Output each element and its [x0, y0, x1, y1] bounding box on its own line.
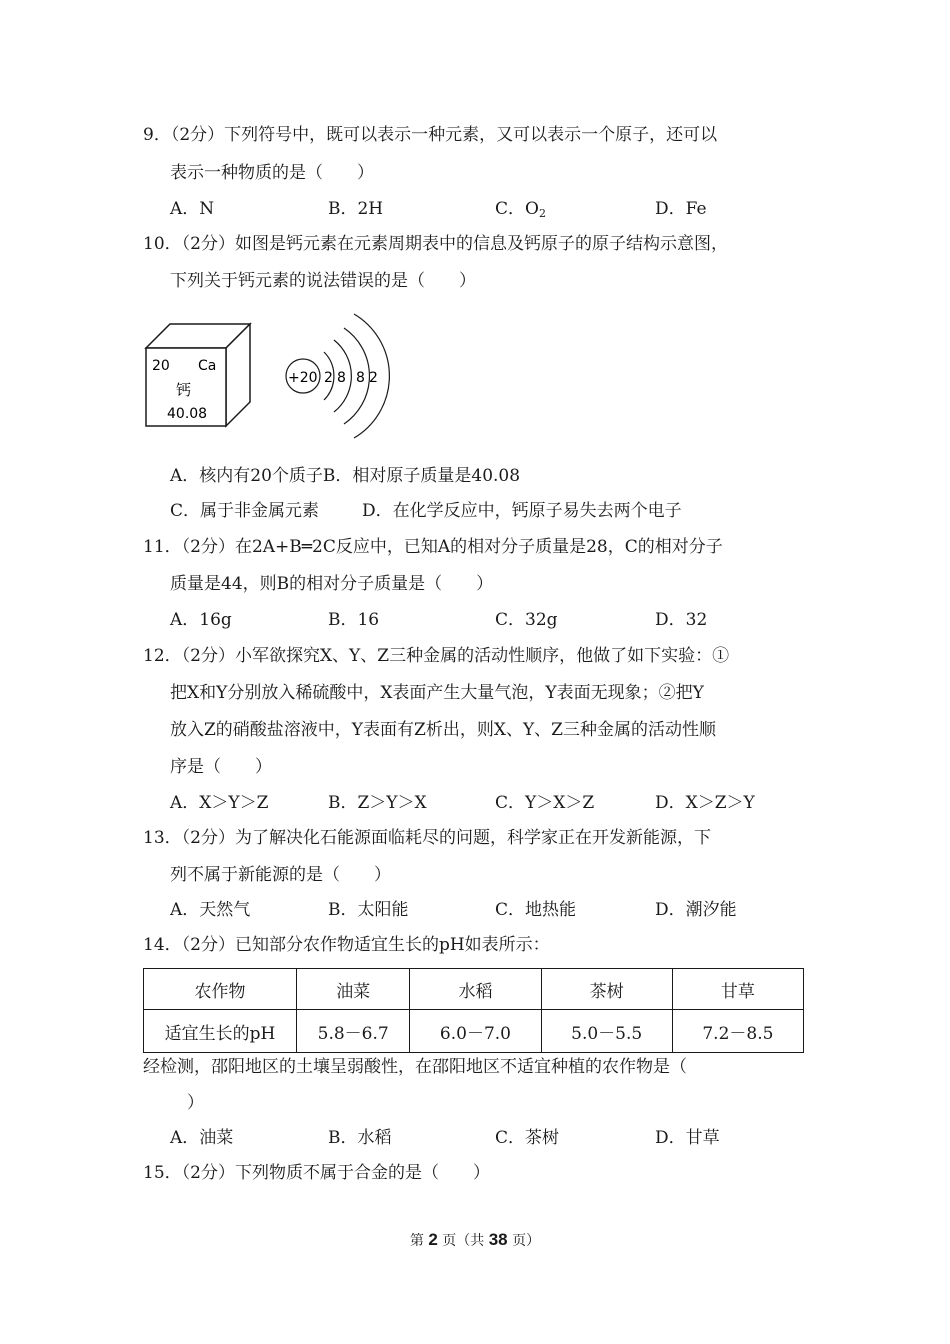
q11-option-a: A．16g: [170, 610, 232, 630]
page-footer: [0, 1230, 950, 1251]
q13-option-b: B．太阳能: [328, 900, 409, 920]
table-cell: 5.8－6.7: [297, 1010, 410, 1053]
q12-stem-line3: 放入Z的硝酸盐溶液中，Y表面有Z析出，则X、Y、Z三种金属的活动性顺: [170, 720, 716, 740]
atom-shell-3: 8: [356, 370, 365, 386]
table-header-cell: 茶树: [541, 969, 672, 1010]
element-name: 钙: [176, 381, 192, 399]
q10-option-c: C．属于非金属元素: [170, 501, 320, 521]
table-header-cell: 水稻: [410, 969, 541, 1010]
q10-stem-line1: 10．（2分）如图是钙元素在元素周期表中的信息及钙原子的原子结构示意图，: [143, 234, 728, 254]
table-cell: 6.0－7.0: [410, 1010, 541, 1053]
footer-page-number: 2: [428, 1230, 438, 1249]
element-atomic-mass: 40.08: [167, 406, 208, 422]
q9-option-d: D．Fe: [655, 199, 707, 219]
q12-option-d: D．X＞Z＞Y: [655, 793, 755, 813]
atom-shell-4: 2: [369, 370, 378, 386]
table-header-cell: 农作物: [144, 969, 297, 1010]
q13-option-c: C．地热能: [495, 900, 577, 920]
q10-stem-line2: 下列关于钙元素的说法错误的是（ ）: [170, 271, 476, 291]
q12-option-b: B．Z＞Y＞X: [328, 793, 427, 813]
table-header-cell: 甘草: [672, 969, 803, 1010]
q9-option-c-subscript: 2: [538, 207, 546, 220]
q12-stem-line1: 12．（2分）小军欲探究X、Y、Z三种金属的活动性顺序，他做了如下实验：①: [143, 646, 730, 666]
q15-stem-line1: 15．（2分）下列物质不属于合金的是（ ）: [143, 1163, 490, 1183]
table-header-cell: 油菜: [297, 969, 410, 1010]
calcium-atom-structure-diagram: [280, 302, 390, 452]
footer-prefix: 第: [409, 1233, 424, 1249]
table-row: [144, 1010, 804, 1053]
q12-stem-line2: 把X和Y分别放入稀硫酸中，X表面产生大量气泡，Y表面无现象；②把Y: [170, 683, 704, 703]
atom-shell-2: 8: [337, 370, 346, 386]
table-cell: 5.0－5.5: [541, 1010, 672, 1053]
q11-stem-line2: 质量是44，则B的相对分子质量是（ ）: [170, 574, 494, 594]
q12-option-a: A．X＞Y＞Z: [170, 793, 269, 813]
q14-option-c: C．茶树: [495, 1128, 560, 1148]
calcium-element-cell: [140, 318, 255, 428]
ph-table: [143, 968, 804, 1053]
q14-option-d: D．甘草: [655, 1128, 720, 1148]
q10-option-d: D．在化学反应中，钙原子易失去两个电子: [362, 501, 682, 521]
q12-option-c: C．Y＞X＞Z: [495, 793, 595, 813]
q11-option-d: D．32: [655, 610, 708, 630]
atom-nucleus-charge: +20: [288, 370, 318, 386]
element-symbol: Ca: [198, 358, 217, 374]
q14-stem-line2: 经检测，邵阳地区的土壤呈弱酸性，在邵阳地区不适宜种植的农作物是（: [143, 1057, 687, 1077]
q14-option-a: A．油菜: [170, 1128, 234, 1148]
q9-stem-line1: 9．（2分）下列符号中，既可以表示一种元素，又可以表示一个原子，还可以: [143, 125, 718, 145]
element-atomic-number: 20: [152, 358, 170, 374]
footer-middle: 页（共: [442, 1233, 485, 1249]
q9-option-c: [495, 198, 546, 225]
q12-stem-line4: 序是（ ）: [170, 757, 272, 777]
q9-option-c-text: C．O: [495, 199, 539, 219]
q13-stem-line1: 13．（2分）为了解决化石能源面临耗尽的问题，科学家正在开发新能源，下: [143, 828, 711, 848]
footer-suffix: 页）: [512, 1233, 541, 1249]
q13-stem-line2: 列不属于新能源的是（ ）: [170, 865, 391, 885]
q13-option-d: D．潮汐能: [655, 900, 737, 920]
q9-stem-line2: 表示一种物质的是（ ）: [170, 163, 374, 183]
q14-option-b: B．水稻: [328, 1128, 392, 1148]
atom-shell-1: 2: [324, 370, 333, 386]
q11-option-b: B．16: [328, 610, 380, 630]
q14-stem-line1: 14．（2分）已知部分农作物适宜生长的pH如表所示：: [143, 935, 550, 955]
footer-total-pages: 38: [488, 1230, 508, 1249]
q11-stem-line1: 11．（2分）在2A+B═2C反应中，已知A的相对分子质量是28，C的相对分子: [143, 537, 723, 557]
q11-option-c: C．32g: [495, 610, 558, 630]
q14-stem-line3: ）: [187, 1093, 204, 1113]
q9-option-b: B．2H: [328, 199, 384, 219]
q10-option-a-b: A．核内有20个质子B．相对原子质量是40.08: [170, 466, 521, 486]
table-cell: 7.2－8.5: [672, 1010, 803, 1053]
q13-option-a: A．天然气: [170, 900, 251, 920]
q9-option-a: A．N: [170, 199, 215, 219]
table-header-row: [144, 969, 804, 1010]
table-cell: 适宜生长的pH: [144, 1010, 297, 1053]
